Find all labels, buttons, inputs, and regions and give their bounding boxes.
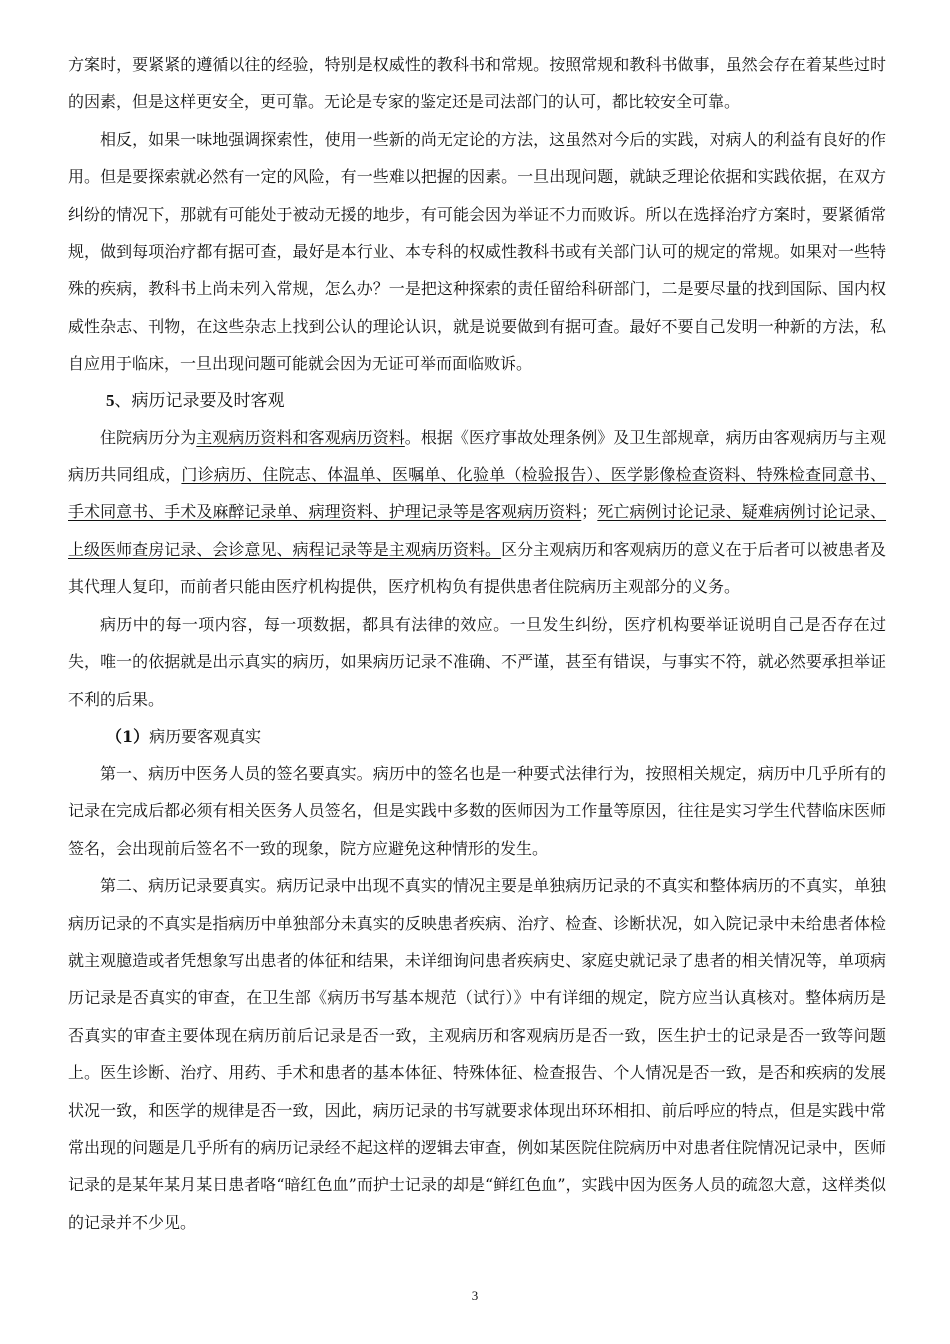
subsection-number: （1） xyxy=(106,726,150,746)
paragraph-exploration-risk: 相反，如果一味地强调探索性，使用一些新的尚无定论的方法，这虽然对今后的实践，对病人的利益有良好的作用。但是要探索就必然有一定的风险，有一些难以把握的因素。一旦出现问题，就缺乏理论依据和实践依据，在双方纠纷的情况下，那就有可能处于被动无援的地步，有可能会因为举证不力而败诉。所以在选择治疗方案时，要紧循常规，做到每项治疗都有据可查，最好是本行业、本专科的权威性教科书或有关部门认可的规定的常规。如果对一些特殊的疾病，教科书上尚未列入常规，怎么办？一是把这种探索的责任留给科研部门，二是要尽量的找到国际、国内权威性杂志、刊物，在这些杂志上找到公认的理论认识，就是说要做到有据可查。最好不要自己发明一种新的方法，私自应用于临床，一旦出现问题可能就会因为无证可举而面临败诉。 xyxy=(68,129,886,374)
text-run: 住院病历分为 xyxy=(100,427,197,447)
section-number: 5 xyxy=(106,390,115,410)
text-run: 区分主观病历和客观病历的意义在于后者可以被患者及其代理人复印，而前者只能由医疗机构提供，医疗机构负有提供患者住院病历主观部分的义务。 xyxy=(68,539,886,597)
paragraph-legal-effect: 病历中的每一项内容，每一项数据，都具有法律的效应。一旦发生纠纷，医疗机构要举证说明自己是否存在过失，唯一的依据就是出示真实的病历，如果病历记录不准确、不严谨，甚至有错误，与事实不符，就必然要承担举证不利的后果。 xyxy=(68,614,886,709)
subsection-title: 病历要客观真实 xyxy=(149,726,262,746)
document-body xyxy=(68,46,886,1241)
paragraph-record-authenticity: 第二、病历记录要真实。病历记录中出现不真实的情况主要是单独病历记录的不真实和整体病历的不真实，单独病历记录的不真实是指病历中单独部分未真实的反映患者疾病、治疗、检查、诊断状况，如入院记录中未给患者体检就主观臆造或者凭想象写出患者的体征和结果，未详细询问患者疾病史、家庭史就记录了患者的相关情况等，单项病历记录是否真实的审查，在卫生部《病历书写基本规范（试行）》中有详细的规定，院方应当认真核对。整体病历是否真实的审查主要体现在病历前后记录是否一致，主观病历和客观病历是否一致，医生护士的记录是否一致等问题上。医生诊断、治疗、用药、手术和患者的基本体征、特殊体征、检查报告、个人情况是否一致，是否和疾病的发展状况一致，和医学的规律是否一致，因此，病历记录的书写就要求体现出环环相扣、前后呼应的特点，但是实践中常常出现的问题是几乎所有的病历记录经不起这样的逻辑去审查，例如某医院住院病历中对患者住院情况记录中，医师记录的是某年某月某日患者咯“暗红色血”而护士记录的却是“鲜红色血”，实践中因为医务人员的疏忽大意，这样类似的记录并不少见。 xyxy=(68,876,886,1232)
underlined-text-objective-records: 门诊病历、住院志、体温单、医嘱单、化验单（检验报告）、医学影像检查资料、特殊检查同意书、手术同意书、手术及麻醉记录单、病理资料、护理记录等是客观病历资料 xyxy=(68,465,886,522)
underlined-text-subjective-records: 死亡病例讨论记录、疑难病例讨论记录、上级医师查房记录、会诊意见、病程记录等是主观病历资料。 xyxy=(68,502,886,559)
text-run: ； xyxy=(581,502,598,522)
page-number: 3 xyxy=(471,1288,479,1303)
text-run: 。根据《医疗事故处理条例》及卫生部规章，病历由客观病历与主观病历共同组成， xyxy=(68,427,886,485)
underlined-text: 主观病历资料和客观病历资料 xyxy=(196,427,405,447)
section-heading-5 xyxy=(68,383,886,419)
section-title: 、病历记录要及时客观 xyxy=(114,390,285,411)
subsection-heading-1 xyxy=(68,718,886,755)
paragraph-treatment-plan-continued: 方案时，要紧紧的遵循以往的经验，特别是权威性的教科书和常规。按照常规和教科书做事，虽然会存在着某些过时的因素，但是这样更安全，更可靠。无论是专家的鉴定还是司法部门的认可，都比较安全可靠。 xyxy=(68,55,886,112)
paragraph-medical-record-types xyxy=(68,419,886,606)
paragraph-signature-authenticity: 第一、病历中医务人员的签名要真实。病历中的签名也是一种要式法律行为，按照相关规定，病历中几乎所有的记录在完成后都必须有相关医务人员签名，但是实践中多数的医师因为工作量等原因，往往是实习学生代替临床医师签名，会出现前后签名不一致的现象，院方应避免这种情形的发生。 xyxy=(68,763,886,858)
